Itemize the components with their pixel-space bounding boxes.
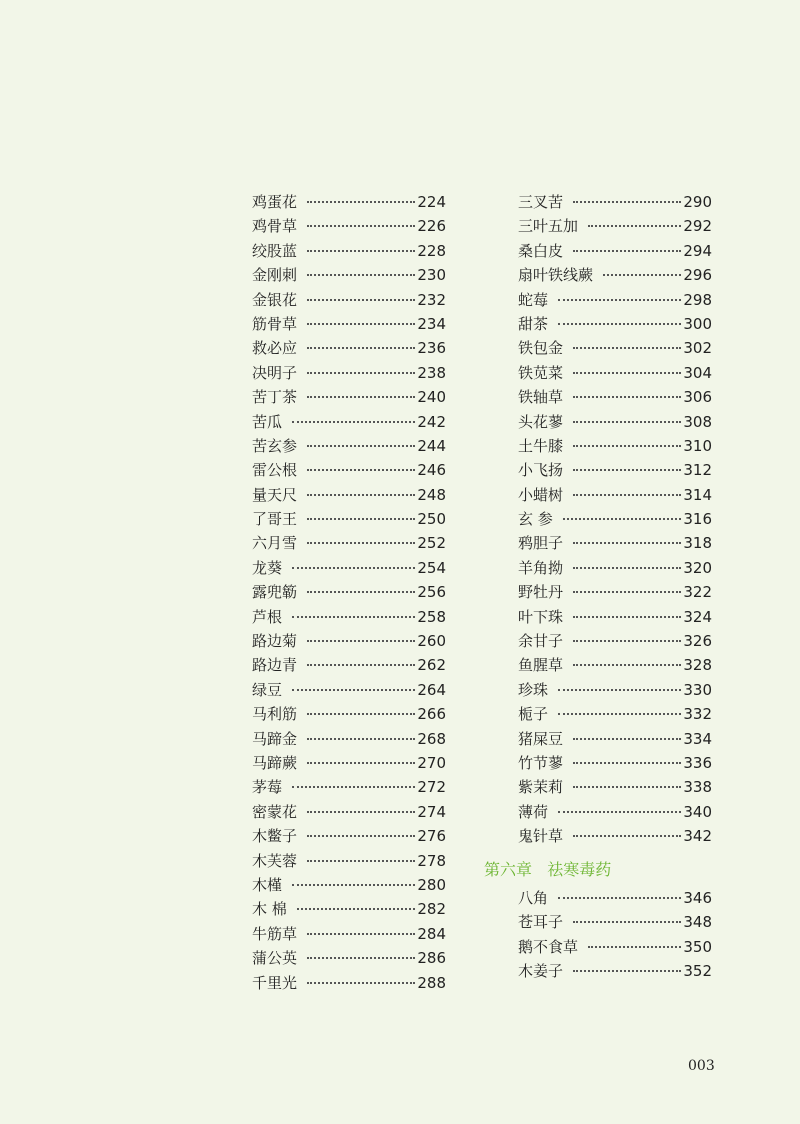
dot-leader bbox=[573, 762, 681, 764]
toc-entry-name: 小蜡树 bbox=[518, 485, 564, 504]
toc-entry[interactable] bbox=[252, 458, 446, 482]
toc-entry-name: 珍珠 bbox=[518, 680, 549, 699]
toc-entry[interactable] bbox=[252, 605, 446, 629]
toc-entry[interactable] bbox=[484, 361, 712, 385]
dot-leader bbox=[573, 640, 681, 642]
toc-entry[interactable] bbox=[484, 483, 712, 507]
dot-leader bbox=[573, 616, 681, 618]
toc-entry-page: 296 bbox=[683, 266, 712, 285]
toc-entry-page: 274 bbox=[417, 802, 446, 821]
dot-leader bbox=[307, 494, 415, 496]
toc-entry[interactable] bbox=[484, 214, 712, 238]
toc-entry[interactable] bbox=[252, 190, 446, 214]
toc-entry-page: 238 bbox=[417, 363, 446, 382]
toc-entry-page: 244 bbox=[417, 436, 446, 455]
dot-leader bbox=[307, 591, 415, 593]
toc-entry-page: 292 bbox=[683, 217, 712, 236]
dot-leader bbox=[603, 274, 681, 276]
toc-entry[interactable] bbox=[252, 434, 446, 458]
toc-entry[interactable] bbox=[484, 556, 712, 580]
dot-leader bbox=[573, 201, 681, 203]
toc-entry-name: 绿豆 bbox=[252, 680, 283, 699]
toc-entry-page: 318 bbox=[683, 534, 712, 553]
toc-entry[interactable] bbox=[252, 312, 446, 336]
dot-leader bbox=[307, 860, 415, 862]
toc-entry-name: 密蒙花 bbox=[252, 802, 298, 821]
toc-entry-name: 竹节蓼 bbox=[518, 753, 564, 772]
toc-entry-name: 鸡蛋花 bbox=[252, 193, 298, 211]
toc-entry[interactable] bbox=[484, 312, 712, 336]
dot-leader bbox=[307, 445, 415, 447]
toc-entry-name: 六月雪 bbox=[252, 534, 298, 553]
dot-leader bbox=[573, 445, 681, 447]
dot-leader bbox=[573, 469, 681, 471]
toc-entry-name: 了哥王 bbox=[252, 510, 298, 529]
toc-entry-name: 鹅不食草 bbox=[518, 937, 579, 956]
toc-entry-page: 240 bbox=[417, 388, 446, 407]
toc-entry[interactable] bbox=[252, 580, 446, 604]
toc-entry-page: 254 bbox=[417, 558, 446, 577]
toc-entry[interactable] bbox=[252, 629, 446, 653]
dot-leader bbox=[573, 786, 681, 788]
toc-entry-page: 266 bbox=[417, 705, 446, 724]
dot-leader bbox=[307, 835, 415, 837]
toc-entry-page: 294 bbox=[683, 241, 712, 260]
toc-entry-name: 羊角拗 bbox=[518, 558, 564, 577]
toc-entry-page: 236 bbox=[417, 339, 446, 358]
toc-entry-page: 248 bbox=[417, 485, 446, 504]
toc-entry[interactable] bbox=[252, 336, 446, 360]
toc-entry-page: 338 bbox=[683, 778, 712, 797]
dot-leader bbox=[307, 542, 415, 544]
toc-entry-page: 330 bbox=[683, 680, 712, 699]
toc-entry-name: 栀子 bbox=[518, 705, 549, 724]
toc-entry[interactable] bbox=[484, 800, 712, 824]
toc-entry-name: 木姜子 bbox=[518, 962, 564, 981]
toc-entry-page: 232 bbox=[417, 290, 446, 309]
dot-leader bbox=[588, 946, 681, 948]
toc-entry[interactable] bbox=[484, 702, 712, 726]
dot-leader bbox=[307, 201, 415, 203]
toc-entry-name: 铁轴草 bbox=[518, 388, 564, 407]
toc-entry-name: 筋骨草 bbox=[252, 314, 298, 333]
toc-entry-name: 雷公根 bbox=[252, 461, 298, 480]
toc-entry[interactable] bbox=[484, 288, 712, 312]
toc-entry-page: 290 bbox=[683, 193, 712, 211]
toc-entry[interactable] bbox=[484, 824, 712, 848]
toc-entry[interactable] bbox=[484, 727, 712, 751]
toc-entry[interactable] bbox=[252, 556, 446, 580]
toc-entry-page: 288 bbox=[417, 973, 446, 992]
toc-entry-name: 土牛膝 bbox=[518, 436, 564, 455]
toc-entry-name: 路边菊 bbox=[252, 632, 298, 651]
toc-entry-page: 242 bbox=[417, 412, 446, 431]
toc-entry-page: 234 bbox=[417, 314, 446, 333]
toc-entry-page: 228 bbox=[417, 241, 446, 260]
toc-entry[interactable] bbox=[484, 410, 712, 434]
toc-entry-name: 小飞扬 bbox=[518, 461, 564, 480]
dot-leader bbox=[558, 323, 681, 325]
toc-entry-name: 龙葵 bbox=[252, 558, 283, 577]
toc-entry-name: 金刚刺 bbox=[252, 266, 298, 285]
dot-leader bbox=[307, 225, 415, 227]
toc-entry[interactable] bbox=[484, 910, 712, 934]
dot-leader bbox=[573, 970, 681, 972]
toc-entry[interactable] bbox=[484, 458, 712, 482]
dot-leader bbox=[558, 713, 681, 715]
toc-entry[interactable] bbox=[252, 410, 446, 434]
toc-entry[interactable] bbox=[252, 678, 446, 702]
toc-entry[interactable] bbox=[252, 214, 446, 238]
toc-entry[interactable] bbox=[484, 886, 712, 910]
toc-entry-page: 260 bbox=[417, 632, 446, 651]
toc-entry-name: 苦玄参 bbox=[252, 436, 298, 455]
toc-entry-name: 木鳖子 bbox=[252, 827, 298, 846]
toc-entry-name: 鸦胆子 bbox=[518, 534, 564, 553]
toc-entry-name: 茅莓 bbox=[252, 778, 283, 797]
toc-entry[interactable] bbox=[252, 507, 446, 531]
toc-left-column bbox=[252, 190, 446, 995]
dot-leader bbox=[307, 469, 415, 471]
toc-entry[interactable] bbox=[484, 751, 712, 775]
toc-entry-name: 决明子 bbox=[252, 363, 298, 382]
dot-leader bbox=[307, 323, 415, 325]
toc-entry-page: 332 bbox=[683, 705, 712, 724]
toc-entry-name: 鬼针草 bbox=[518, 827, 564, 846]
dot-leader bbox=[573, 372, 681, 374]
dot-leader bbox=[307, 664, 415, 666]
toc-entry-name: 桑白皮 bbox=[518, 241, 564, 260]
toc-entry-page: 324 bbox=[683, 607, 712, 626]
toc-entry-page: 302 bbox=[683, 339, 712, 358]
toc-entry-page: 304 bbox=[683, 363, 712, 382]
toc-entry-page: 308 bbox=[683, 412, 712, 431]
dot-leader bbox=[292, 616, 415, 618]
dot-leader bbox=[573, 396, 681, 398]
toc-entry-page: 286 bbox=[417, 949, 446, 968]
dot-leader bbox=[307, 957, 415, 959]
toc-entry[interactable] bbox=[484, 239, 712, 263]
dot-leader bbox=[588, 225, 681, 227]
toc-entry[interactable] bbox=[484, 531, 712, 555]
toc-entry-page: 252 bbox=[417, 534, 446, 553]
dot-leader bbox=[573, 738, 681, 740]
dot-leader bbox=[573, 421, 681, 423]
toc-entry[interactable] bbox=[252, 873, 446, 897]
dot-leader bbox=[307, 372, 415, 374]
toc-entry-name: 马蹄金 bbox=[252, 729, 298, 748]
toc-entry-page: 280 bbox=[417, 875, 446, 894]
toc-entry[interactable] bbox=[252, 288, 446, 312]
toc-entry-name: 救必应 bbox=[252, 339, 298, 358]
toc-entry[interactable] bbox=[252, 702, 446, 726]
dot-leader bbox=[292, 421, 415, 423]
toc-entry-page: 262 bbox=[417, 656, 446, 675]
toc-entry-page: 316 bbox=[683, 510, 712, 529]
toc-entry-page: 340 bbox=[683, 802, 712, 821]
dot-leader bbox=[558, 299, 681, 301]
toc-entry-page: 336 bbox=[683, 753, 712, 772]
toc-entry[interactable] bbox=[484, 653, 712, 677]
toc-entry[interactable] bbox=[252, 775, 446, 799]
toc-entry[interactable] bbox=[484, 959, 712, 983]
dot-leader bbox=[307, 640, 415, 642]
toc-entry-name: 露兜簕 bbox=[252, 583, 298, 602]
dot-leader bbox=[307, 933, 415, 935]
dot-leader bbox=[573, 664, 681, 666]
dot-leader bbox=[573, 921, 681, 923]
toc-entry-page: 300 bbox=[683, 314, 712, 333]
dot-leader bbox=[558, 811, 681, 813]
toc-entry-page: 264 bbox=[417, 680, 446, 699]
toc-entry-page: 246 bbox=[417, 461, 446, 480]
dot-leader bbox=[573, 835, 681, 837]
toc-entry[interactable] bbox=[484, 935, 712, 959]
toc-entry[interactable] bbox=[252, 263, 446, 287]
dot-leader bbox=[307, 250, 415, 252]
toc-entry-page: 224 bbox=[417, 193, 446, 211]
toc-entry[interactable] bbox=[484, 336, 712, 360]
toc-entry-name: 叶下珠 bbox=[518, 607, 564, 626]
toc-entry[interactable] bbox=[252, 849, 446, 873]
toc-entry[interactable] bbox=[252, 800, 446, 824]
toc-entry-name: 野牡丹 bbox=[518, 583, 564, 602]
toc-entry-page: 278 bbox=[417, 851, 446, 870]
dot-leader bbox=[573, 494, 681, 496]
toc-entry[interactable] bbox=[484, 385, 712, 409]
toc-entry-name: 路边青 bbox=[252, 656, 298, 675]
toc-entry-page: 350 bbox=[683, 937, 712, 956]
dot-leader bbox=[573, 567, 681, 569]
dot-leader bbox=[558, 689, 681, 691]
toc-entry-name: 木 棉 bbox=[252, 900, 287, 919]
toc-entry-name: 甜茶 bbox=[518, 314, 549, 333]
dot-leader bbox=[573, 591, 681, 593]
toc-entry-page: 282 bbox=[417, 900, 446, 919]
toc-entry-name: 绞股蓝 bbox=[252, 241, 298, 260]
toc-entry-page: 346 bbox=[683, 888, 712, 907]
toc-entry[interactable] bbox=[484, 580, 712, 604]
dot-leader bbox=[307, 347, 415, 349]
toc-entry-name: 鱼腥草 bbox=[518, 656, 564, 675]
toc-entry-name: 千里光 bbox=[252, 973, 298, 992]
dot-leader bbox=[292, 884, 415, 886]
toc-entry[interactable] bbox=[484, 605, 712, 629]
toc-entry-page: 306 bbox=[683, 388, 712, 407]
toc-entry-page: 352 bbox=[683, 962, 712, 981]
dot-leader bbox=[307, 762, 415, 764]
toc-entry[interactable] bbox=[252, 385, 446, 409]
toc-entry-name: 量天尺 bbox=[252, 485, 298, 504]
toc-entry-name: 马蹄蕨 bbox=[252, 753, 298, 772]
toc-entry-page: 312 bbox=[683, 461, 712, 480]
toc-entry[interactable] bbox=[484, 678, 712, 702]
toc-entry-page: 272 bbox=[417, 778, 446, 797]
toc-entry-page: 258 bbox=[417, 607, 446, 626]
toc-entry-page: 226 bbox=[417, 217, 446, 236]
toc-entry[interactable] bbox=[252, 971, 446, 995]
toc-entry-page: 250 bbox=[417, 510, 446, 529]
dot-leader bbox=[307, 299, 415, 301]
toc-right-entries bbox=[484, 190, 712, 849]
dot-leader bbox=[307, 396, 415, 398]
toc-entry[interactable] bbox=[484, 263, 712, 287]
toc-entry-name: 苦丁茶 bbox=[252, 388, 298, 407]
chapter-entries bbox=[484, 886, 712, 984]
dot-leader bbox=[573, 347, 681, 349]
toc-entry[interactable] bbox=[252, 483, 446, 507]
toc-entry-page: 320 bbox=[683, 558, 712, 577]
toc-entry[interactable] bbox=[484, 190, 712, 214]
toc-entry-name: 鸡骨草 bbox=[252, 217, 298, 236]
toc-entry[interactable] bbox=[484, 507, 712, 531]
toc-entry-page: 270 bbox=[417, 753, 446, 772]
toc-entry-page: 328 bbox=[683, 656, 712, 675]
dot-leader bbox=[292, 786, 415, 788]
toc-entry-name: 苍耳子 bbox=[518, 913, 564, 932]
toc-entry[interactable] bbox=[252, 922, 446, 946]
toc-entry[interactable] bbox=[252, 361, 446, 385]
toc-entry[interactable] bbox=[252, 946, 446, 970]
toc-entry-page: 298 bbox=[683, 290, 712, 309]
chapter-heading: 第六章 祛寒毒药 bbox=[484, 859, 612, 879]
toc-entry-name: 薄荷 bbox=[518, 802, 549, 821]
toc-entry[interactable] bbox=[252, 824, 446, 848]
toc-entry[interactable] bbox=[252, 727, 446, 751]
dot-leader bbox=[307, 274, 415, 276]
toc-entry-name: 蒲公英 bbox=[252, 949, 298, 968]
dot-leader bbox=[307, 811, 415, 813]
toc-entry-page: 310 bbox=[683, 436, 712, 455]
dot-leader bbox=[563, 518, 682, 520]
dot-leader bbox=[307, 518, 415, 520]
toc-entry-page: 314 bbox=[683, 485, 712, 504]
toc-entry-page: 334 bbox=[683, 729, 712, 748]
dot-leader bbox=[297, 908, 416, 910]
toc-entry-name: 铁苋菜 bbox=[518, 363, 564, 382]
toc-entry[interactable] bbox=[252, 897, 446, 921]
toc-right-column bbox=[484, 190, 712, 984]
toc-entry-name: 三叶五加 bbox=[518, 217, 579, 236]
toc-entry-name: 紫茉莉 bbox=[518, 778, 564, 797]
toc-entry-page: 276 bbox=[417, 827, 446, 846]
toc-entry[interactable] bbox=[252, 653, 446, 677]
dot-leader bbox=[573, 250, 681, 252]
toc-entry[interactable] bbox=[252, 531, 446, 555]
toc-entry-name: 头花蓼 bbox=[518, 412, 564, 431]
toc-entry-page: 322 bbox=[683, 583, 712, 602]
dot-leader bbox=[292, 567, 415, 569]
toc-entry-name: 木芙蓉 bbox=[252, 851, 298, 870]
toc-entry-page: 284 bbox=[417, 924, 446, 943]
toc-entry[interactable] bbox=[252, 239, 446, 263]
toc-entry-name: 玄 参 bbox=[518, 510, 553, 529]
toc-entry[interactable] bbox=[484, 775, 712, 799]
toc-entry-name: 三叉苦 bbox=[518, 193, 564, 211]
toc-entry[interactable] bbox=[252, 751, 446, 775]
toc-entry-page: 348 bbox=[683, 913, 712, 932]
page-number: 003 bbox=[688, 1058, 715, 1074]
dot-leader bbox=[573, 542, 681, 544]
dot-leader bbox=[307, 713, 415, 715]
toc-entry[interactable] bbox=[484, 629, 712, 653]
dot-leader bbox=[307, 738, 415, 740]
toc-entry-name: 蛇莓 bbox=[518, 290, 549, 309]
toc-entry-name: 余甘子 bbox=[518, 632, 564, 651]
toc-entry-name: 金银花 bbox=[252, 290, 298, 309]
toc-entry-page: 326 bbox=[683, 632, 712, 651]
toc-entry-name: 牛筋草 bbox=[252, 924, 298, 943]
toc-entry-page: 268 bbox=[417, 729, 446, 748]
toc-entry-page: 230 bbox=[417, 266, 446, 285]
toc-entry-page: 342 bbox=[683, 827, 712, 846]
toc-entry-name: 马利筋 bbox=[252, 705, 298, 724]
dot-leader bbox=[558, 897, 681, 899]
toc-entry-name: 扇叶铁线蕨 bbox=[518, 266, 594, 285]
toc-entry-name: 猪屎豆 bbox=[518, 729, 564, 748]
dot-leader bbox=[307, 982, 415, 984]
toc-entry-name: 芦根 bbox=[252, 607, 283, 626]
toc-entry-name: 木槿 bbox=[252, 875, 283, 894]
toc-entry-name: 八角 bbox=[518, 888, 549, 907]
dot-leader bbox=[292, 689, 415, 691]
toc-entry-name: 苦瓜 bbox=[252, 412, 283, 431]
toc-entry-name: 铁包金 bbox=[518, 339, 564, 358]
toc-entry-page: 256 bbox=[417, 583, 446, 602]
toc-entry[interactable] bbox=[484, 434, 712, 458]
